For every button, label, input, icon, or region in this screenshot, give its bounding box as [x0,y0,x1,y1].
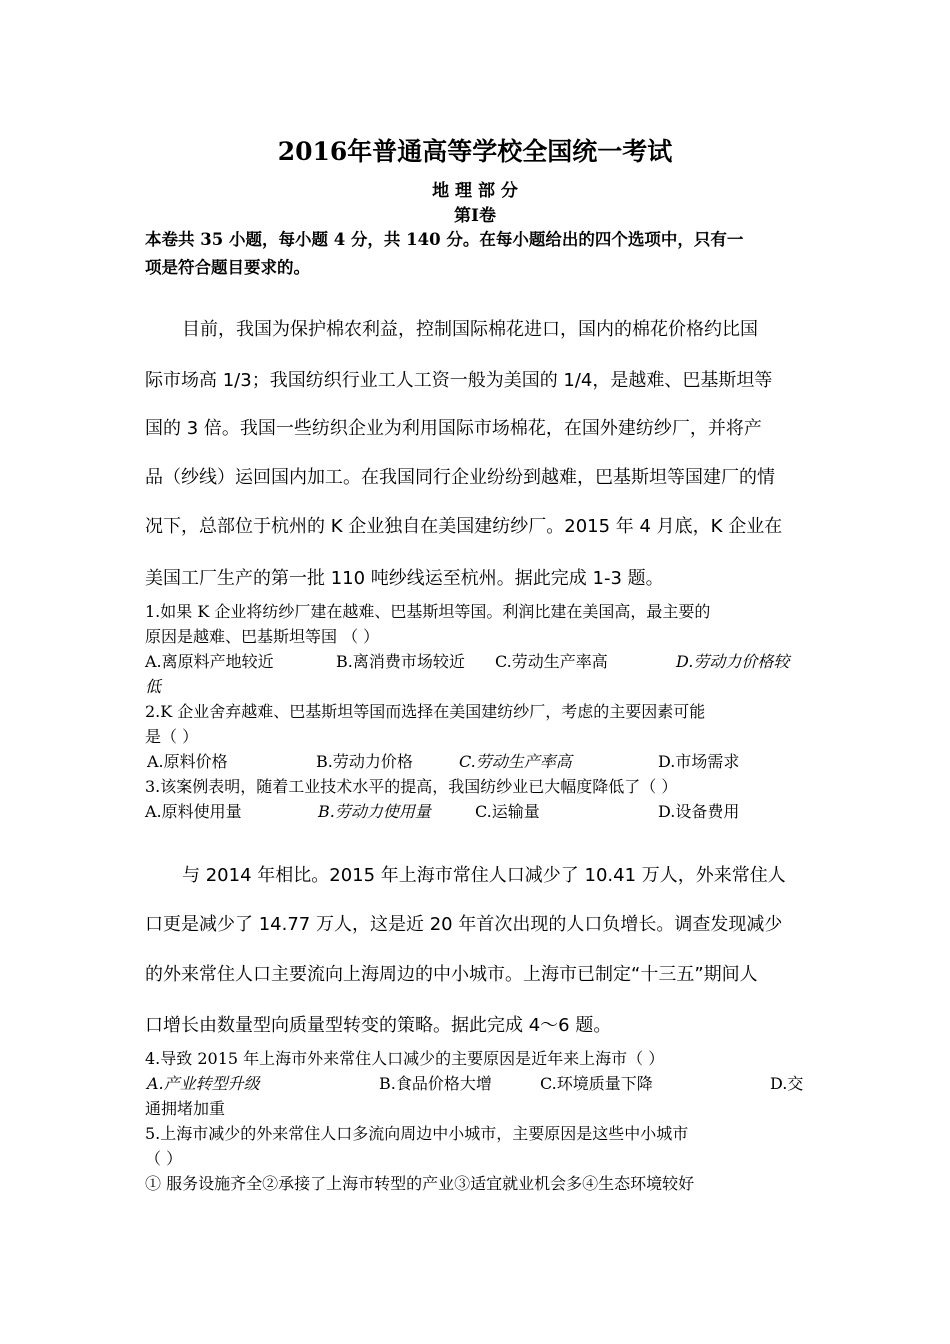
option-d: D.交 [770,1074,804,1093]
passage-line: 国的 3 倍。我国一些纺织企业为利用国际市场棉花，在国外建纺纱厂，并将产 [145,418,762,439]
option-b: B.离消费市场较近 [336,652,465,671]
passage-line: 品（纱线）运回国内加工。在我国同行企业纷纷到越难，巴基斯坦等国建厂的情 [145,467,775,488]
question-stem: 2.K 企业舍弃越难、巴基斯坦等国而选择在美国建纺纱厂，考虑的主要因素可能 [145,702,706,721]
option-a: A.产业转型升级 [147,1074,260,1093]
passage-line: 的外来常住人口主要流向上海周边的中小城市。上海市已制定“十三五”期间人 [145,964,758,985]
option-c: C.劳动生产率高 [459,752,572,771]
passage-line: 目前，我国为保护棉农利益，控制国际棉花进口，国内的棉花价格约比国 [182,319,758,340]
question-items: ① 服务设施齐全②承接了上海市转型的产业③适宜就业机会多④生态环境较好 [145,1174,695,1193]
question-stem: 3.该案例表明，随着工业技术水平的提高，我国纺纱业已大幅度降低了（ ） [145,777,678,796]
passage-line: 口增长由数量型向质量型转变的策略。据此完成 4～6 题。 [145,1015,612,1036]
volume-heading: 第Ⅰ卷 [454,206,496,226]
passage-line: 口更是减少了 14.77 万人，这是近 20 年首次出现的人口负增长。调查发现减少 [145,914,783,935]
question-stem: 原因是越难、巴基斯坦等国 （ ） [145,627,380,646]
question-stem: 5.上海市减少的外来常住人口多流向周边中小城市，主要原因是这些中小城市 [145,1124,689,1143]
question-stem: （ ） [145,1149,183,1168]
question-stem: 4.导致 2015 年上海市外来常住人口减少的主要原因是近年来上海市（ ） [145,1049,665,1068]
passage-line: 美国工厂生产的第一批 110 吨纱线运至杭州。据此完成 1-3 题。 [145,568,664,589]
option-d-continued: 低 [145,677,162,696]
option-c: C.劳动生产率高 [495,652,608,671]
page-title: 2016年普通高等学校全国统一考试 [277,137,673,166]
question-stem: 1.如果 K 企业将纺纱厂建在越难、巴基斯坦等国。利润比建在美国高，最主要的 [145,602,711,621]
question-stem: 是（ ） [145,727,199,746]
option-a: A.原料价格 [147,752,228,771]
passage-line: 况下，总部位于杭州的 K 企业独自在美国建纺纱厂。2015 年 4 月底，K 企业在 [145,516,783,537]
option-a: A.原料使用量 [145,802,242,821]
option-c: C.环境质量下降 [540,1074,653,1093]
option-b: B.劳动力使用量 [318,802,431,821]
passage-line: 与 2014 年相比。2015 年上海市常住人口减少了 10.41 万人，外来常住人 [182,865,786,886]
option-d: D.设备费用 [658,802,740,821]
instructions-line: 项是符合题目要求的。 [145,258,310,277]
option-d-continued: 通拥堵加重 [145,1099,226,1118]
option-b: B.食品价格大增 [379,1074,492,1093]
option-d: D.劳动力价格较 [676,652,790,671]
passage-line: 际市场高 1/3；我国纺织行业工人工资一般为美国的 1/4，是越难、巴基斯坦等 [145,370,773,391]
option-d: D.市场需求 [658,752,740,771]
section-heading: 地 理 部 分 [432,181,518,201]
instructions-line: 本卷共 35 小题，每小题 4 分，共 140 分。在每小题给出的四个选项中，只有一 [145,230,744,249]
option-a: A.离原料产地较近 [145,652,274,671]
option-b: B.劳动力价格 [316,752,413,771]
option-c: C.运输量 [475,802,540,821]
